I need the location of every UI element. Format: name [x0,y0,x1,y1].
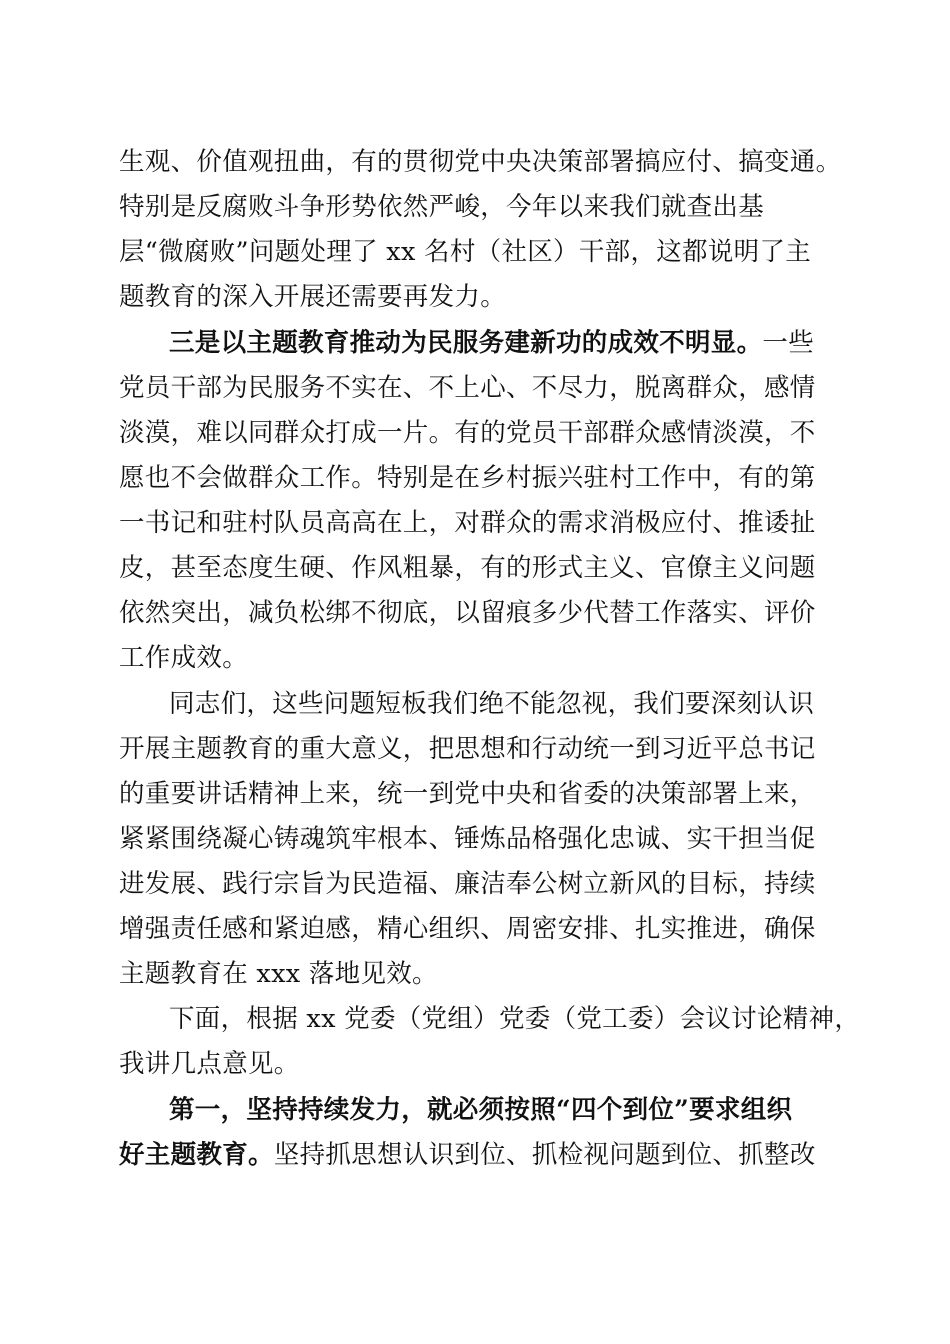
text-line: 党员干部为民服务不实在、不上心、不尽力，脱离群众，感情 [119,373,816,403]
text-line: 我讲几点意见。 [119,1049,300,1079]
text-line: 依然突出，减负松绑不彻底，以留痕多少代替工作落实、评价 [119,598,816,628]
text-line: 开展主题教育的重大意义，把思想和行动统一到习近平总书记 [119,734,816,764]
text-line: 主题教育在 xxx 落地见效。 [119,959,438,989]
text-line: 皮，甚至态度生硬、作风粗暴，有的形式主义、官僚主义问题 [119,553,816,583]
text-line: 生观、价值观扭曲，有的贯彻党中央决策部署搞应付、搞变通。 [119,147,842,177]
text-line [169,1095,882,1125]
text-line: 进发展、践行宗旨为民造福、廉洁奉公树立新风的目标，持续 [119,869,816,899]
text-line: 的重要讲话精神上来，统一到党中央和省委的决策部署上来， [119,779,816,809]
text-line: 工作成效。 [119,643,249,673]
text-line: 淡漠，难以同群众打成一片。有的党员干部群众感情淡漠，不 [119,418,816,448]
text-line: 好主题教育。坚持抓思想认识到位、抓检视问题到位、抓整改 [119,1140,816,1170]
text-line: 下面，根据 xx 党委（党组）党委（党工委）会议讨论精神， [169,1004,861,1034]
text-line: 题教育的深入开展还需要再发力。 [119,282,507,312]
text-line: 同志们，这些问题短板我们绝不能忽视，我们要深刻认识 [169,689,815,719]
text-line: 愿也不会做群众工作。特别是在乡村振兴驻村工作中，有的第 [119,463,816,493]
section-heading: 第一，坚持持续发力，就必须按照“四个到位”要求组织 [169,1095,793,1125]
text-line: 三是以主题教育推动为民服务建新功的成效不明显。一些 [169,328,815,358]
text-line: 特别是反腐败斗争形势依然严峻，今年以来我们就查出基 [119,192,765,222]
text-line: 紧紧围绕凝心铸魂筑牢根本、锤炼品格强化忠诚、实干担当促 [119,824,816,854]
text-line: 一书记和驻村队员高高在上，对群众的需求消极应付、推诿扯 [119,508,816,538]
text-line: 层“微腐败”问题处理了 xx 名村（社区）干部，这都说明了主 [119,237,812,267]
section-heading: 好主题教育。 [119,1140,274,1170]
text-line: 增强责任感和紧迫感，精心组织、周密安排、扎实推进，确保 [119,914,816,944]
section-heading: 三是以主题教育推动为民服务建新功的成效不明显。 [169,328,763,358]
